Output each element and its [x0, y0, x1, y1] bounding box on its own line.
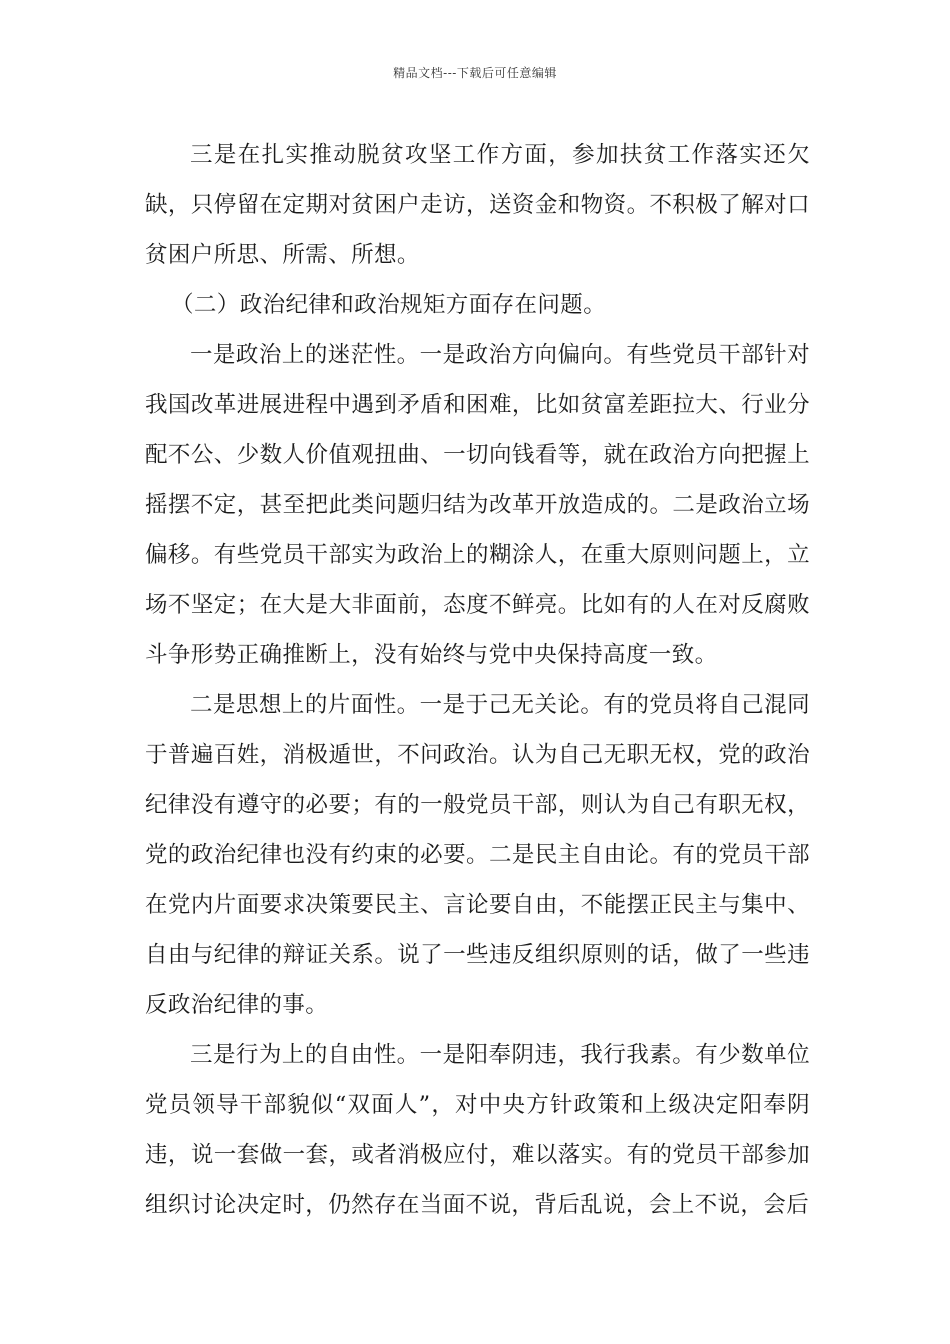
document-body	[145, 130, 810, 1230]
paragraph-ideological-one-sidedness: 二是思想上的片面性。一是于己无关论。有的党员将自己混同于普遍百姓，消极遁世，不问政治。认为自己无职无权，党的政治纪律没有遵守的必要；有的一般党员干部，则认为自己有职无权，党的政治纪律也没有约束的必要。二是民主自由论。有的党员干部在党内片面要求决策要民主、言论要自由，不能摆正民主与集中、自由与纪律的辩证关系。说了一些违反组织原则的话，做了一些违反政治纪律的事。	[145, 692, 810, 1018]
paragraph-political-confusion: 一是政治上的迷茫性。一是政治方向偏向。有些党员干部针对我国改革进展进程中遇到矛盾和困难，比如贫富差距拉大、行业分配不公、少数人价值观扭曲、一切向钱看等，就在政治方向把握上摇摆不定，甚至把此类问题归结为改革开放造成的。二是政治立场偏移。有些党员干部实为政治上的糊涂人，在重大原则问题上，立场不坚定；在大是大非面前，态度不鲜亮。比如有的人在对反腐败斗争形势正确推断上，没有始终与党中央保持高度一致。	[145, 342, 810, 668]
section-heading-political-discipline: （二）政治纪律和政治规矩方面存在问题。	[171, 292, 607, 318]
page-header: 精品文档---下载后可任意编辑	[393, 66, 557, 80]
paragraph-poverty-alleviation: 三是在扎实推动脱贫攻坚工作方面，参加扶贫工作落实还欠缺，只停留在定期对贫困户走访，送资金和物资。不积极了解对口贫困户所思、所需、所想。	[145, 142, 810, 268]
paragraph-behavioral-liberalism: 三是行为上的自由性。一是阳奉阴违，我行我素。有少数单位党员领导干部貌似“双面人”，对中央方针政策和上级决定阳奉阴违，说一套做一套，或者消极应付，难以落实。有的党员干部参加组织讨论决定时，仍然存在当面不说，背后乱说，会上不说，会后	[145, 1042, 810, 1218]
